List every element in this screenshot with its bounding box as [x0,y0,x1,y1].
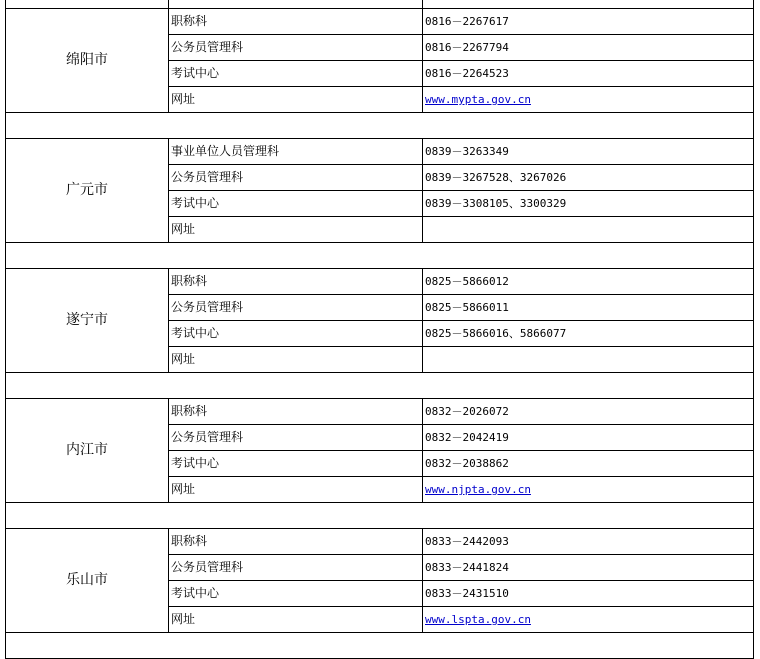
separator-cell [6,113,754,139]
table-row [6,0,754,9]
website-link[interactable]: www.mypta.gov.cn [425,93,531,106]
website-link[interactable]: www.njpta.gov.cn [425,483,531,496]
dept-label: 事业单位人员管理科 [169,139,423,165]
dept-label: 职称科 [169,399,423,425]
spacer-cell [6,0,169,9]
table-row [6,269,754,295]
phone-value: 0816－2267794 [423,35,754,61]
table-row [6,399,754,425]
dept-label: 考试中心 [169,451,423,477]
phone-value: 0825－5866012 [423,269,754,295]
dept-label: 公务员管理科 [169,425,423,451]
dept-label: 职称科 [169,269,423,295]
phone-value: 0832－2038862 [423,451,754,477]
city-name: 绵阳市 [6,9,169,113]
dept-label: 网址 [169,477,423,503]
dept-label: 公务员管理科 [169,165,423,191]
separator-row [6,243,754,269]
website-link[interactable]: www.lspta.gov.cn [425,613,531,626]
phone-value: 0839－3308105、3300329 [423,191,754,217]
separator-row [6,633,754,659]
dept-label: 职称科 [169,529,423,555]
city-name: 乐山市 [6,529,169,633]
dept-label: 公务员管理科 [169,35,423,61]
dept-label: 公务员管理科 [169,295,423,321]
website-cell [423,607,754,633]
separator-cell [6,503,754,529]
dept-label: 考试中心 [169,321,423,347]
website-cell [423,217,754,243]
dept-label: 考试中心 [169,581,423,607]
city-name: 遂宁市 [6,269,169,373]
dept-label: 公务员管理科 [169,555,423,581]
table-row [6,139,754,165]
website-cell [423,477,754,503]
phone-value: 0832－2026072 [423,399,754,425]
dept-label: 网址 [169,217,423,243]
phone-value: 0816－2267617 [423,9,754,35]
separator-cell [6,243,754,269]
spacer-cell [423,0,754,9]
spacer-cell [169,0,423,9]
dept-label: 网址 [169,347,423,373]
table-row [6,9,754,35]
dept-label: 网址 [169,87,423,113]
city-name: 广元市 [6,139,169,243]
dept-label: 考试中心 [169,61,423,87]
phone-value: 0839－3267528、3267026 [423,165,754,191]
phone-value: 0816－2264523 [423,61,754,87]
phone-value: 0833－2442093 [423,529,754,555]
separator-row [6,113,754,139]
phone-value: 0839－3263349 [423,139,754,165]
separator-cell [6,373,754,399]
website-cell [423,347,754,373]
phone-value: 0832－2042419 [423,425,754,451]
dept-label: 职称科 [169,9,423,35]
phone-value: 0833－2441824 [423,555,754,581]
separator-cell [6,633,754,659]
dept-label: 网址 [169,607,423,633]
city-name: 内江市 [6,399,169,503]
phone-value: 0833－2431510 [423,581,754,607]
phone-value: 0825－5866016、5866077 [423,321,754,347]
contacts-table [5,0,754,659]
website-cell [423,87,754,113]
separator-row [6,373,754,399]
phone-value: 0825－5866011 [423,295,754,321]
dept-label: 考试中心 [169,191,423,217]
separator-row [6,503,754,529]
table-row [6,529,754,555]
